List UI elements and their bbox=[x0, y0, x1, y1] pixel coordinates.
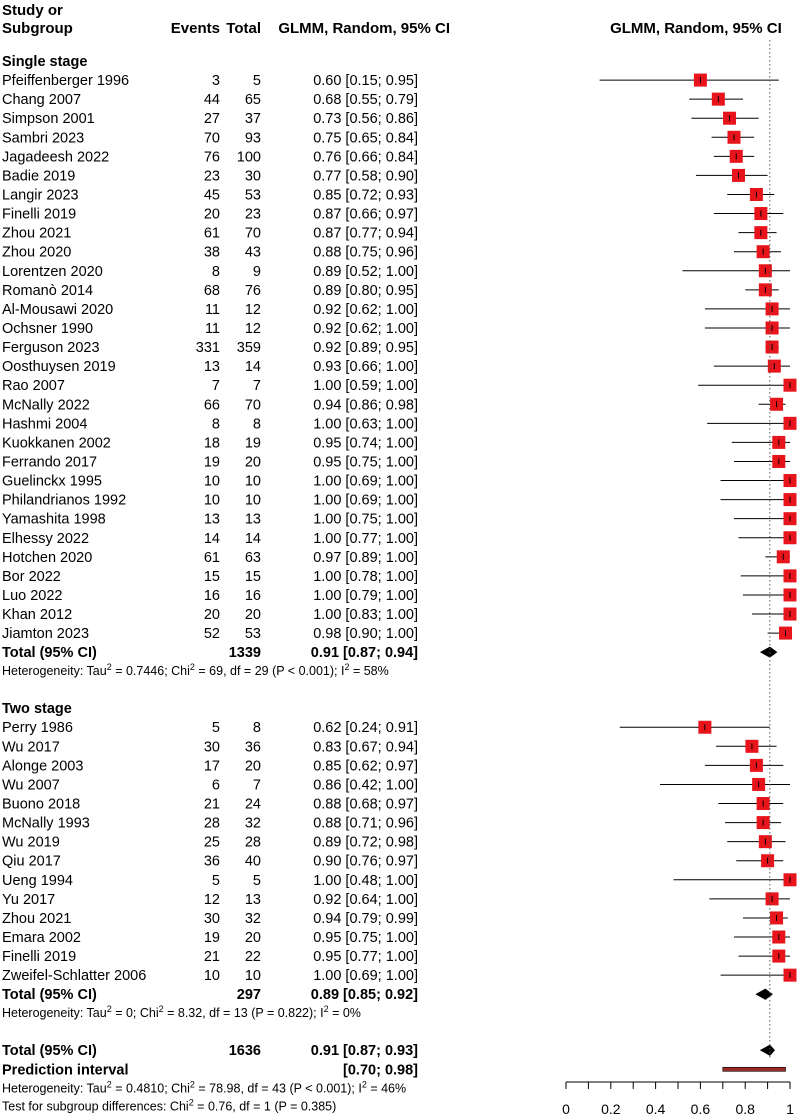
overall-diamond bbox=[761, 1045, 774, 1055]
subgroup-total-ci: 0.89 [0.85; 0.92] bbox=[310, 987, 418, 1004]
study-events: 14 bbox=[203, 530, 220, 547]
study-name: Zweifel-Schlatter 2006 bbox=[2, 968, 147, 985]
x-tick-label: 0.8 bbox=[735, 1101, 755, 1117]
subgroup-total-label: Total (95% CI) bbox=[2, 987, 97, 1004]
study-ci: 0.88 [0.68; 0.97] bbox=[313, 796, 418, 813]
study-total: 100 bbox=[236, 149, 261, 166]
subgroup-diamond bbox=[756, 989, 772, 999]
study-name: Hotchen 2020 bbox=[2, 549, 93, 566]
header-study-line2: Subgroup bbox=[2, 20, 73, 37]
study-ci: 1.00 [0.78; 1.00] bbox=[313, 568, 418, 585]
x-tick-label: 0 bbox=[562, 1101, 570, 1117]
subgroup-total-label: Total (95% CI) bbox=[2, 645, 97, 662]
study-total: 13 bbox=[244, 511, 261, 528]
study-ci: 0.94 [0.86; 0.98] bbox=[313, 397, 418, 414]
study-total: 23 bbox=[244, 206, 261, 223]
study-name: Yu 2017 bbox=[2, 891, 56, 908]
text-fragment: = 69, df = 29 (P < 0.001); I bbox=[194, 664, 345, 679]
study-events: 20 bbox=[203, 607, 220, 624]
study-ci: 0.97 [0.89; 1.00] bbox=[313, 549, 418, 566]
study-events: 66 bbox=[203, 397, 220, 414]
study-total: 8 bbox=[252, 416, 261, 433]
study-events: 8 bbox=[211, 263, 220, 280]
subgroup-title: Two stage bbox=[2, 701, 72, 718]
text-fragment: = 8.32, df = 13 (P = 0.822); I bbox=[163, 1006, 324, 1021]
text-fragment: = 58% bbox=[349, 664, 389, 679]
study-name: Lorentzen 2020 bbox=[2, 263, 103, 280]
study-name: Alonge 2003 bbox=[2, 758, 84, 775]
study-total: 28 bbox=[244, 834, 261, 851]
study-total: 65 bbox=[244, 92, 261, 109]
superscript: 2 bbox=[189, 1079, 195, 1090]
study-events: 30 bbox=[203, 910, 220, 927]
text-fragment: Test for subgroup differences: Chi bbox=[2, 1099, 189, 1114]
study-ci: 1.00 [0.48; 1.00] bbox=[313, 872, 418, 889]
study-ci: 0.73 [0.56; 0.86] bbox=[313, 111, 418, 128]
study-name: Ferrando 2017 bbox=[2, 454, 98, 471]
study-total: 10 bbox=[244, 968, 261, 985]
study-events: 30 bbox=[203, 739, 220, 756]
study-events: 21 bbox=[203, 949, 220, 966]
study-total: 14 bbox=[244, 530, 261, 547]
subgroup-total-n: 1339 bbox=[228, 645, 261, 662]
study-ci: 1.00 [0.59; 1.00] bbox=[313, 378, 418, 395]
text-fragment: Heterogeneity: Tau bbox=[2, 1006, 107, 1021]
x-tick-label: 1 bbox=[786, 1101, 794, 1117]
text-fragment: = 0.76, df = 1 (P = 0.385) bbox=[193, 1099, 337, 1114]
study-name: Langir 2023 bbox=[2, 187, 79, 204]
study-events: 18 bbox=[203, 435, 220, 452]
study-ci: 0.89 [0.72; 0.98] bbox=[313, 834, 418, 851]
study-name: Khan 2012 bbox=[2, 607, 73, 624]
study-name: Perry 1986 bbox=[2, 720, 73, 737]
x-tick-label: 0.2 bbox=[601, 1101, 621, 1117]
study-events: 27 bbox=[203, 111, 220, 128]
superscript: 2 bbox=[106, 1004, 112, 1015]
study-name: Oosthuysen 2019 bbox=[2, 359, 116, 376]
study-ci: 0.92 [0.89; 0.95] bbox=[313, 340, 418, 357]
study-total: 7 bbox=[252, 378, 261, 395]
study-name: Buono 2018 bbox=[2, 796, 81, 813]
study-ci: 1.00 [0.79; 1.00] bbox=[313, 587, 418, 604]
study-ci: 0.87 [0.77; 0.94] bbox=[313, 225, 418, 242]
study-total: 12 bbox=[244, 301, 261, 318]
text-fragment: = 0.4810; Chi bbox=[111, 1081, 190, 1096]
study-events: 25 bbox=[203, 834, 220, 851]
study-total: 13 bbox=[244, 891, 261, 908]
study-events: 10 bbox=[203, 492, 220, 509]
subgroup-heterogeneity bbox=[2, 1004, 361, 1020]
study-ci: 1.00 [0.69; 1.00] bbox=[313, 473, 418, 490]
study-name: Finelli 2019 bbox=[2, 206, 77, 223]
study-name: Jiamton 2023 bbox=[2, 626, 90, 643]
study-events: 36 bbox=[203, 853, 220, 870]
study-name: Zhou 2021 bbox=[2, 225, 72, 242]
study-events: 38 bbox=[203, 244, 220, 261]
superscript: 2 bbox=[189, 662, 195, 673]
x-tick-label: 0.4 bbox=[645, 1101, 666, 1117]
study-total: 43 bbox=[244, 244, 261, 261]
subgroup-test bbox=[2, 1097, 336, 1113]
study-total: 24 bbox=[244, 796, 261, 813]
study-events: 21 bbox=[203, 796, 220, 813]
text-fragment: = 78.98, df = 43 (P < 0.001); I bbox=[194, 1081, 362, 1096]
superscript: 2 bbox=[323, 1004, 329, 1015]
text-fragment: = 0.7446; Chi bbox=[111, 664, 190, 679]
study-total: 53 bbox=[244, 187, 261, 204]
study-total: 36 bbox=[244, 739, 261, 756]
study-total: 70 bbox=[244, 397, 261, 414]
study-events: 13 bbox=[203, 511, 220, 528]
study-name: Qiu 2017 bbox=[2, 853, 61, 870]
study-name: Wu 2019 bbox=[2, 834, 60, 851]
study-name: Hashmi 2004 bbox=[2, 416, 88, 433]
study-total: 12 bbox=[244, 320, 261, 337]
study-total: 32 bbox=[244, 910, 261, 927]
study-events: 10 bbox=[203, 968, 220, 985]
study-name: Yamashita 1998 bbox=[2, 511, 106, 528]
study-total: 63 bbox=[244, 549, 261, 566]
study-total: 359 bbox=[236, 340, 261, 357]
study-total: 10 bbox=[244, 473, 261, 490]
subgroup-heterogeneity bbox=[2, 662, 389, 678]
study-events: 52 bbox=[203, 626, 220, 643]
text-fragment: = 0% bbox=[328, 1006, 361, 1021]
study-name: Finelli 2019 bbox=[2, 949, 77, 966]
study-total: 14 bbox=[244, 359, 261, 376]
prediction-label: Prediction interval bbox=[2, 1062, 129, 1079]
study-events: 45 bbox=[203, 187, 220, 204]
study-events: 5 bbox=[211, 872, 220, 889]
study-name: Romanò 2014 bbox=[2, 282, 94, 299]
study-events: 70 bbox=[203, 130, 220, 147]
study-name: Badie 2019 bbox=[2, 168, 76, 185]
study-total: 22 bbox=[244, 949, 261, 966]
study-name: Wu 2017 bbox=[2, 739, 60, 756]
study-ci: 0.93 [0.66; 1.00] bbox=[313, 359, 418, 376]
study-events: 17 bbox=[203, 758, 220, 775]
study-ci: 0.92 [0.62; 1.00] bbox=[313, 301, 418, 318]
study-ci: 0.75 [0.65; 0.84] bbox=[313, 130, 418, 147]
study-name: Elhessy 2022 bbox=[2, 530, 90, 547]
study-ci: 0.87 [0.66; 0.97] bbox=[313, 206, 418, 223]
study-total: 5 bbox=[252, 73, 261, 90]
prediction-ci: [0.70; 0.98] bbox=[343, 1062, 418, 1079]
study-name: Chang 2007 bbox=[2, 92, 82, 109]
study-events: 23 bbox=[203, 168, 220, 185]
study-name: Zhou 2020 bbox=[2, 244, 72, 261]
overall-heterogeneity bbox=[2, 1079, 406, 1095]
study-events: 16 bbox=[203, 587, 220, 604]
study-ci: 0.95 [0.77; 1.00] bbox=[313, 949, 418, 966]
superscript: 2 bbox=[361, 1079, 367, 1090]
study-events: 15 bbox=[203, 568, 220, 585]
study-name: Bor 2022 bbox=[2, 568, 61, 585]
study-total: 10 bbox=[244, 492, 261, 509]
study-events: 19 bbox=[203, 930, 220, 947]
study-events: 19 bbox=[203, 454, 220, 471]
overall-total-n: 1636 bbox=[228, 1043, 261, 1060]
study-total: 9 bbox=[252, 263, 261, 280]
study-name: Sambri 2023 bbox=[2, 130, 85, 147]
study-name: Emara 2002 bbox=[2, 930, 81, 947]
study-ci: 1.00 [0.63; 1.00] bbox=[313, 416, 418, 433]
study-events: 11 bbox=[204, 320, 220, 337]
study-ci: 0.68 [0.55; 0.79] bbox=[313, 92, 418, 109]
study-ci: 1.00 [0.77; 1.00] bbox=[313, 530, 418, 547]
superscript: 2 bbox=[188, 1097, 194, 1108]
study-ci: 0.94 [0.79; 0.99] bbox=[313, 910, 418, 927]
study-ci: 0.86 [0.42; 1.00] bbox=[313, 777, 418, 794]
study-events: 8 bbox=[211, 416, 220, 433]
study-ci: 0.92 [0.64; 1.00] bbox=[313, 891, 418, 908]
study-ci: 1.00 [0.75; 1.00] bbox=[313, 511, 418, 528]
subgroup-total-n: 297 bbox=[236, 987, 261, 1004]
text-fragment: Heterogeneity: Tau bbox=[2, 664, 107, 679]
study-events: 5 bbox=[211, 720, 220, 737]
study-total: 20 bbox=[244, 758, 261, 775]
study-events: 6 bbox=[211, 777, 220, 794]
study-ci: 0.95 [0.75; 1.00] bbox=[313, 454, 418, 471]
study-total: 93 bbox=[244, 130, 261, 147]
study-events: 12 bbox=[203, 891, 220, 908]
subgroup-total-ci: 0.91 [0.87; 0.94] bbox=[310, 645, 418, 662]
subgroup-diamond bbox=[761, 647, 777, 657]
study-ci: 0.92 [0.62; 1.00] bbox=[313, 320, 418, 337]
study-name: Ferguson 2023 bbox=[2, 340, 100, 357]
study-events: 44 bbox=[203, 92, 220, 109]
study-total: 16 bbox=[244, 587, 261, 604]
study-ci: 0.60 [0.15; 0.95] bbox=[313, 73, 418, 90]
study-ci: 0.83 [0.67; 0.94] bbox=[313, 739, 418, 756]
study-total: 76 bbox=[244, 282, 261, 299]
study-ci: 0.89 [0.80; 0.95] bbox=[313, 282, 418, 299]
superscript: 2 bbox=[106, 1079, 112, 1090]
study-events: 28 bbox=[203, 815, 220, 832]
study-events: 61 bbox=[203, 225, 220, 242]
study-events: 76 bbox=[203, 149, 220, 166]
study-ci: 0.88 [0.75; 0.96] bbox=[313, 244, 418, 261]
study-events: 10 bbox=[203, 473, 220, 490]
study-ci: 0.95 [0.75; 1.00] bbox=[313, 930, 418, 947]
study-ci: 0.85 [0.72; 0.93] bbox=[313, 187, 418, 204]
superscript: 2 bbox=[158, 1004, 164, 1015]
superscript: 2 bbox=[106, 662, 112, 673]
study-ci: 0.88 [0.71; 0.96] bbox=[313, 815, 418, 832]
study-events: 61 bbox=[203, 549, 220, 566]
study-total: 32 bbox=[244, 815, 261, 832]
text-fragment: Heterogeneity: Tau bbox=[2, 1081, 107, 1096]
study-ci: 0.62 [0.24; 0.91] bbox=[313, 720, 418, 737]
study-total: 20 bbox=[244, 930, 261, 947]
prediction-bar bbox=[723, 1067, 786, 1071]
study-name: Al-Mousawi 2020 bbox=[2, 301, 114, 318]
study-ci: 0.85 [0.62; 0.97] bbox=[313, 758, 418, 775]
header-total: Total bbox=[226, 20, 261, 37]
header-plot: GLMM, Random, 95% CI bbox=[610, 20, 782, 37]
study-events: 13 bbox=[203, 359, 220, 376]
header-ci: GLMM, Random, 95% CI bbox=[278, 20, 450, 37]
study-ci: 0.89 [0.52; 1.00] bbox=[313, 263, 418, 280]
study-total: 7 bbox=[252, 777, 261, 794]
study-total: 20 bbox=[244, 607, 261, 624]
study-events: 3 bbox=[211, 73, 220, 90]
header-events: Events bbox=[170, 20, 220, 37]
study-ci: 1.00 [0.83; 1.00] bbox=[313, 607, 418, 624]
study-name: Wu 2007 bbox=[2, 777, 60, 794]
study-total: 19 bbox=[244, 435, 261, 452]
study-events: 20 bbox=[203, 206, 220, 223]
overall-total-label: Total (95% CI) bbox=[2, 1043, 97, 1060]
study-events: 7 bbox=[211, 378, 220, 395]
study-total: 37 bbox=[244, 111, 261, 128]
study-name: Jagadeesh 2022 bbox=[2, 149, 110, 166]
study-total: 70 bbox=[244, 225, 261, 242]
text-fragment: = 46% bbox=[366, 1081, 407, 1096]
study-ci: 1.00 [0.69; 1.00] bbox=[313, 492, 418, 509]
study-total: 53 bbox=[244, 626, 261, 643]
study-name: McNally 1993 bbox=[2, 815, 90, 832]
study-name: Pfeiffenberger 1996 bbox=[2, 73, 130, 90]
study-name: Ochsner 1990 bbox=[2, 320, 94, 337]
study-total: 30 bbox=[244, 168, 261, 185]
study-total: 40 bbox=[244, 853, 261, 870]
study-name: Ueng 1994 bbox=[2, 872, 73, 889]
text-fragment: = 0; Chi bbox=[111, 1006, 159, 1021]
study-name: Guelinckx 1995 bbox=[2, 473, 102, 490]
study-total: 15 bbox=[244, 568, 261, 585]
study-total: 20 bbox=[244, 454, 261, 471]
study-name: Kuokkanen 2002 bbox=[2, 435, 111, 452]
study-name: Rao 2007 bbox=[2, 378, 65, 395]
study-name: Luo 2022 bbox=[2, 587, 63, 604]
study-ci: 0.98 [0.90; 1.00] bbox=[313, 626, 418, 643]
study-ci: 0.90 [0.76; 0.97] bbox=[313, 853, 418, 870]
study-name: McNally 2022 bbox=[2, 397, 90, 414]
header-study-line1: Study or bbox=[2, 2, 63, 19]
study-events: 68 bbox=[203, 282, 220, 299]
x-tick-label: 0.6 bbox=[690, 1101, 711, 1117]
overall-total-ci: 0.91 [0.87; 0.93] bbox=[310, 1043, 418, 1060]
study-name: Simpson 2001 bbox=[2, 111, 95, 128]
study-events: 331 bbox=[195, 340, 220, 357]
study-events: 11 bbox=[204, 301, 220, 318]
superscript: 2 bbox=[344, 662, 350, 673]
study-ci: 0.95 [0.74; 1.00] bbox=[313, 435, 418, 452]
study-ci: 0.77 [0.58; 0.90] bbox=[313, 168, 418, 185]
study-name: Zhou 2021 bbox=[2, 910, 72, 927]
study-name: Philandrianos 1992 bbox=[2, 492, 127, 509]
study-ci: 0.76 [0.66; 0.84] bbox=[313, 149, 418, 166]
study-ci: 1.00 [0.69; 1.00] bbox=[313, 968, 418, 985]
study-total: 5 bbox=[252, 872, 261, 889]
subgroup-title: Single stage bbox=[2, 54, 88, 70]
study-total: 8 bbox=[252, 720, 261, 737]
